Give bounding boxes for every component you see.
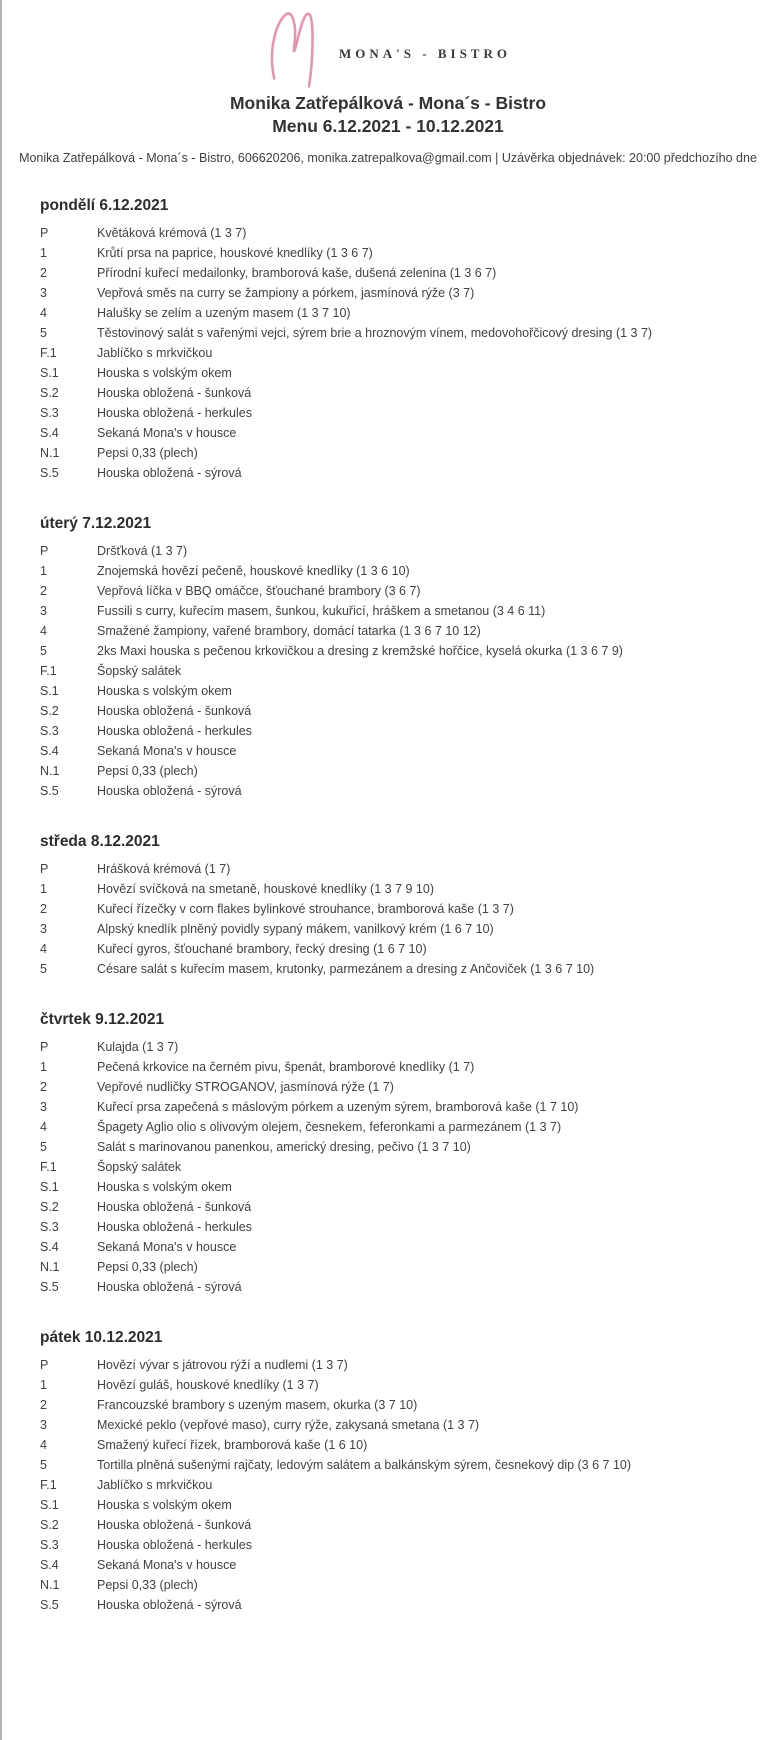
item-code: S.3 xyxy=(40,406,59,420)
item-description: Houska obložená - herkules xyxy=(97,1538,252,1552)
item-description: Kulajda (1 3 7) xyxy=(97,1040,179,1054)
menu-item-row xyxy=(40,1575,754,1595)
item-code: P xyxy=(40,544,49,558)
item-code: 5 xyxy=(40,1458,47,1472)
item-description: Fussili s curry, kuřecím masem, šunkou, kukuřicí, hráškem a smetanou (3 4 6 11) xyxy=(97,604,546,618)
menu-item-row xyxy=(40,1117,754,1137)
item-description: Jablíčko s mrkvičkou xyxy=(97,346,213,360)
menu-item-row xyxy=(40,939,754,959)
menu-item-row xyxy=(40,443,754,463)
menu-item-row xyxy=(40,363,754,383)
item-code: 3 xyxy=(40,1100,47,1114)
menu-item-row xyxy=(40,403,754,423)
day-section xyxy=(40,1009,754,1297)
item-description: Kuřecí prsa zapečená s máslovým pórkem a uzeným sýrem, bramborová kaše (1 7 10) xyxy=(97,1100,579,1114)
menu-item-row xyxy=(40,463,754,483)
menu-item-row xyxy=(40,561,754,581)
item-code: P xyxy=(40,1358,49,1372)
item-description: Halušky se zelím a uzeným masem (1 3 7 10) xyxy=(97,306,351,320)
item-code: 3 xyxy=(40,286,47,300)
menu-item-row xyxy=(40,581,754,601)
menu-item-row xyxy=(40,1375,754,1395)
item-code: S.2 xyxy=(40,704,59,718)
item-code: 2 xyxy=(40,266,47,280)
item-description: Salát s marinovanou panenkou, americký dresing, pečivo (1 3 7 10) xyxy=(97,1140,471,1154)
item-code: S.1 xyxy=(40,366,59,380)
item-description: Pečená krkovice na černém pivu, špenát, bramborové knedlíky (1 7) xyxy=(97,1060,475,1074)
menu-item-row xyxy=(40,1495,754,1515)
menu-item-row xyxy=(40,721,754,741)
day-heading: pondělí 6.12.2021 xyxy=(40,197,169,214)
menu-item-row xyxy=(40,621,754,641)
item-description: Krůtí prsa na paprice, houskové knedlíky (1 3 6 7) xyxy=(97,246,373,260)
item-code: 1 xyxy=(40,564,47,578)
item-code: 4 xyxy=(40,306,47,320)
item-description: Šopský salátek xyxy=(97,1160,182,1174)
title-line-2: Menu 6.12.2021 - 10.12.2021 xyxy=(272,116,504,136)
menu-item-row xyxy=(40,1555,754,1575)
menu-item-row xyxy=(40,601,754,621)
item-description: Pepsi 0,33 (plech) xyxy=(97,446,198,460)
item-description: Květáková krémová (1 3 7) xyxy=(97,226,247,240)
item-description: Pepsi 0,33 (plech) xyxy=(97,1578,198,1592)
menu-item-row xyxy=(40,1237,754,1257)
item-description: Hrášková krémová (1 7) xyxy=(97,862,231,876)
item-code: S.5 xyxy=(40,784,59,798)
item-description: Houska obložená - sýrová xyxy=(97,466,242,480)
menu-item-row xyxy=(40,741,754,761)
item-code: S.5 xyxy=(40,466,59,480)
title-line-1: Monika Zatřepálková - Mona´s - Bistro xyxy=(229,93,547,113)
menu-item-row xyxy=(40,959,754,979)
item-description: Smažené žampiony, vařené brambory, domácí tatarka (1 3 6 7 10 12) xyxy=(97,624,481,638)
menu-item-row xyxy=(40,383,754,403)
day-items xyxy=(40,859,754,979)
item-description: 2ks Maxi houska s pečenou krkovičkou a dresing z kremžské hořčice, kyselá okurka (1 3 6 7 9) xyxy=(97,644,623,658)
item-code: S.4 xyxy=(40,1558,59,1572)
item-code: S.2 xyxy=(40,1200,59,1214)
item-description: Šopský salátek xyxy=(97,664,182,678)
item-code: 2 xyxy=(40,1080,47,1094)
item-description: Dršťková (1 3 7) xyxy=(97,544,188,558)
item-code: S.1 xyxy=(40,1180,59,1194)
item-code: S.5 xyxy=(40,1598,59,1612)
menu-item-row xyxy=(40,1097,754,1117)
item-description: Jablíčko s mrkvičkou xyxy=(97,1478,213,1492)
day-items xyxy=(40,223,754,483)
item-description: Sekaná Mona's v housce xyxy=(97,1240,237,1254)
menu-item-row xyxy=(40,263,754,283)
item-code: S.5 xyxy=(40,1280,59,1294)
item-code: S.4 xyxy=(40,744,59,758)
item-code: 4 xyxy=(40,624,47,638)
item-code: P xyxy=(40,862,49,876)
menu-item-row xyxy=(40,223,754,243)
contact-line: Monika Zatřepálková - Mona´s - Bistro, 606620206, monika.zatrepalkova@gmail.com | Uzávěrka objednávek: 20:00 předchozího dne xyxy=(19,151,757,165)
item-code: S.2 xyxy=(40,1518,59,1532)
item-code: S.3 xyxy=(40,724,59,738)
item-description: Houska obložená - šunková xyxy=(97,386,252,400)
item-description: Sekaná Mona's v housce xyxy=(97,744,237,758)
day-section xyxy=(40,831,754,979)
menu-item-row xyxy=(40,879,754,899)
item-description: Znojemská hovězí pečeně, houskové knedlíky (1 3 6 10) xyxy=(97,564,410,578)
menu-item-row xyxy=(40,1257,754,1277)
item-code: 5 xyxy=(40,962,47,976)
item-description: Césare salát s kuřecím masem, krutonky, parmezánem a dresing z Ančoviček (1 3 6 7 10) xyxy=(97,962,595,976)
menu-item-row xyxy=(40,1157,754,1177)
item-description: Pepsi 0,33 (plech) xyxy=(97,1260,198,1274)
menu-item-row xyxy=(40,919,754,939)
item-code: P xyxy=(40,1040,49,1054)
item-description: Hovězí vývar s játrovou rýží a nudlemi (1 3 7) xyxy=(97,1358,348,1372)
menu-item-row xyxy=(40,761,754,781)
day-items xyxy=(40,1355,754,1615)
item-description: Houska obložená - šunková xyxy=(97,704,252,718)
item-description: Houska obložená - herkules xyxy=(97,724,252,738)
menu-item-row xyxy=(40,541,754,561)
menu-item-row xyxy=(40,899,754,919)
item-description: Špagety Aglio olio s olivovým olejem, česnekem, feferonkami a parmezánem (1 3 7) xyxy=(97,1120,562,1134)
item-code: F.1 xyxy=(40,1160,57,1174)
item-code: S.4 xyxy=(40,426,59,440)
menu-item-row xyxy=(40,1355,754,1375)
item-code: 2 xyxy=(40,584,47,598)
item-code: 5 xyxy=(40,644,47,658)
day-section xyxy=(40,1327,754,1615)
menu-item-row xyxy=(40,701,754,721)
menu-item-row xyxy=(40,1595,754,1615)
menu-item-row xyxy=(40,1277,754,1297)
item-description: Houska obložená - herkules xyxy=(97,406,252,420)
item-code: 3 xyxy=(40,604,47,618)
logo-m-icon xyxy=(265,6,323,88)
item-description: Houska obložená - šunková xyxy=(97,1518,252,1532)
menu-item-row xyxy=(40,1217,754,1237)
item-description: Hovězí svíčková na smetaně, houskové knedlíky (1 3 7 9 10) xyxy=(97,882,434,896)
item-description: Tortilla plněná sušenými rajčaty, ledovým salátem a balkánským sýrem, česnekový dip (3 6 7 10) xyxy=(97,1458,632,1472)
item-code: F.1 xyxy=(40,664,57,678)
item-code: 4 xyxy=(40,1120,47,1134)
item-code: N.1 xyxy=(40,1260,60,1274)
item-code: 2 xyxy=(40,902,47,916)
item-code: N.1 xyxy=(40,446,60,460)
item-description: Vepřová směs na curry se žampiony a pórkem, jasmínová rýže (3 7) xyxy=(97,286,475,300)
item-code: 2 xyxy=(40,1398,47,1412)
day-heading: pátek 10.12.2021 xyxy=(40,1329,163,1346)
item-description: Sekaná Mona's v housce xyxy=(97,1558,237,1572)
menu-item-row xyxy=(40,343,754,363)
item-description: Přírodní kuřecí medailonky, bramborová kaše, dušená zelenina (1 3 6 7) xyxy=(97,266,497,280)
item-description: Hovězí guláš, houskové knedlíky (1 3 7) xyxy=(97,1378,319,1392)
item-description: Těstovinový salát s vařenými vejci, sýrem brie a hroznovým vínem, medovohořčicový dresing (1 3 7) xyxy=(97,326,653,340)
menu-item-row xyxy=(40,1057,754,1077)
item-code: 4 xyxy=(40,1438,47,1452)
item-description: Houska obložená - sýrová xyxy=(97,1280,242,1294)
item-code: 5 xyxy=(40,326,47,340)
item-code: 1 xyxy=(40,1378,47,1392)
day-heading: úterý 7.12.2021 xyxy=(40,515,152,532)
menu-sections xyxy=(2,195,774,1655)
item-code: S.3 xyxy=(40,1220,59,1234)
item-code: S.1 xyxy=(40,684,59,698)
menu-item-row xyxy=(40,1037,754,1057)
item-code: 5 xyxy=(40,1140,47,1154)
menu-item-row xyxy=(40,1435,754,1455)
day-section xyxy=(40,195,754,483)
item-code: S.4 xyxy=(40,1240,59,1254)
day-section xyxy=(40,513,754,801)
item-code: F.1 xyxy=(40,1478,57,1492)
menu-item-row xyxy=(40,1475,754,1495)
menu-item-row xyxy=(40,243,754,263)
item-code: 4 xyxy=(40,942,47,956)
logo xyxy=(2,0,774,86)
menu-item-row xyxy=(40,1077,754,1097)
item-code: N.1 xyxy=(40,1578,60,1592)
menu-item-row xyxy=(40,661,754,681)
item-description: Houska obložená - herkules xyxy=(97,1220,252,1234)
item-description: Houska s volským okem xyxy=(97,366,232,380)
menu-item-row xyxy=(40,1455,754,1475)
item-description: Kuřecí řízečky v corn flakes bylinkové strouhance, bramborová kaše (1 3 7) xyxy=(97,902,514,916)
day-heading: středa 8.12.2021 xyxy=(40,833,160,850)
menu-item-row xyxy=(40,283,754,303)
menu-item-row xyxy=(40,323,754,343)
day-items xyxy=(40,1037,754,1297)
item-description: Pepsi 0,33 (plech) xyxy=(97,764,198,778)
menu-item-row xyxy=(40,1137,754,1157)
item-description: Kuřecí gyros, šťouchané brambory, řecký dresing (1 6 7 10) xyxy=(97,942,427,956)
item-description: Houska s volským okem xyxy=(97,1498,232,1512)
item-description: Vepřová líčka v BBQ omáčce, šťouchané brambory (3 6 7) xyxy=(97,584,421,598)
item-code: 3 xyxy=(40,1418,47,1432)
menu-item-row xyxy=(40,1197,754,1217)
item-description: Vepřové nudličky STROGANOV, jasmínová rýže (1 7) xyxy=(97,1080,394,1094)
item-code: S.2 xyxy=(40,386,59,400)
item-description: Houska s volským okem xyxy=(97,684,232,698)
item-description: Houska obložená - sýrová xyxy=(97,1598,242,1612)
menu-item-row xyxy=(40,781,754,801)
menu-item-row xyxy=(40,681,754,701)
brand-text: MONA'S - BISTRO xyxy=(339,46,511,61)
page-title xyxy=(2,92,774,138)
item-code: F.1 xyxy=(40,346,57,360)
item-description: Smažený kuřecí řízek, bramborová kaše (1 6 10) xyxy=(97,1438,368,1452)
menu-item-row xyxy=(40,303,754,323)
item-description: Houska obložená - šunková xyxy=(97,1200,252,1214)
item-description: Houska obložená - sýrová xyxy=(97,784,242,798)
menu-item-row xyxy=(40,1535,754,1555)
menu-item-row xyxy=(40,859,754,879)
menu-item-row xyxy=(40,1515,754,1535)
day-items xyxy=(40,541,754,801)
item-description: Francouzské brambory s uzeným masem, okurka (3 7 10) xyxy=(97,1398,418,1412)
day-heading: čtvrtek 9.12.2021 xyxy=(40,1011,165,1028)
item-code: 3 xyxy=(40,922,47,936)
item-description: Alpský knedlík plněný povidly sypaný mákem, vanilkový krém (1 6 7 10) xyxy=(97,922,494,936)
item-code: 1 xyxy=(40,246,47,260)
item-description: Houska s volským okem xyxy=(97,1180,232,1194)
item-description: Sekaná Mona's v housce xyxy=(97,426,237,440)
menu-item-row xyxy=(40,641,754,661)
item-code: 1 xyxy=(40,882,47,896)
item-code: S.3 xyxy=(40,1538,59,1552)
menu-item-row xyxy=(40,423,754,443)
item-code: 1 xyxy=(40,1060,47,1074)
item-code: P xyxy=(40,226,49,240)
item-description: Mexické peklo (vepřové maso), curry rýže, zakysaná smetana (1 3 7) xyxy=(97,1418,480,1432)
menu-item-row xyxy=(40,1415,754,1435)
menu-item-row xyxy=(40,1395,754,1415)
item-code: N.1 xyxy=(40,764,60,778)
menu-item-row xyxy=(40,1177,754,1197)
item-code: S.1 xyxy=(40,1498,59,1512)
